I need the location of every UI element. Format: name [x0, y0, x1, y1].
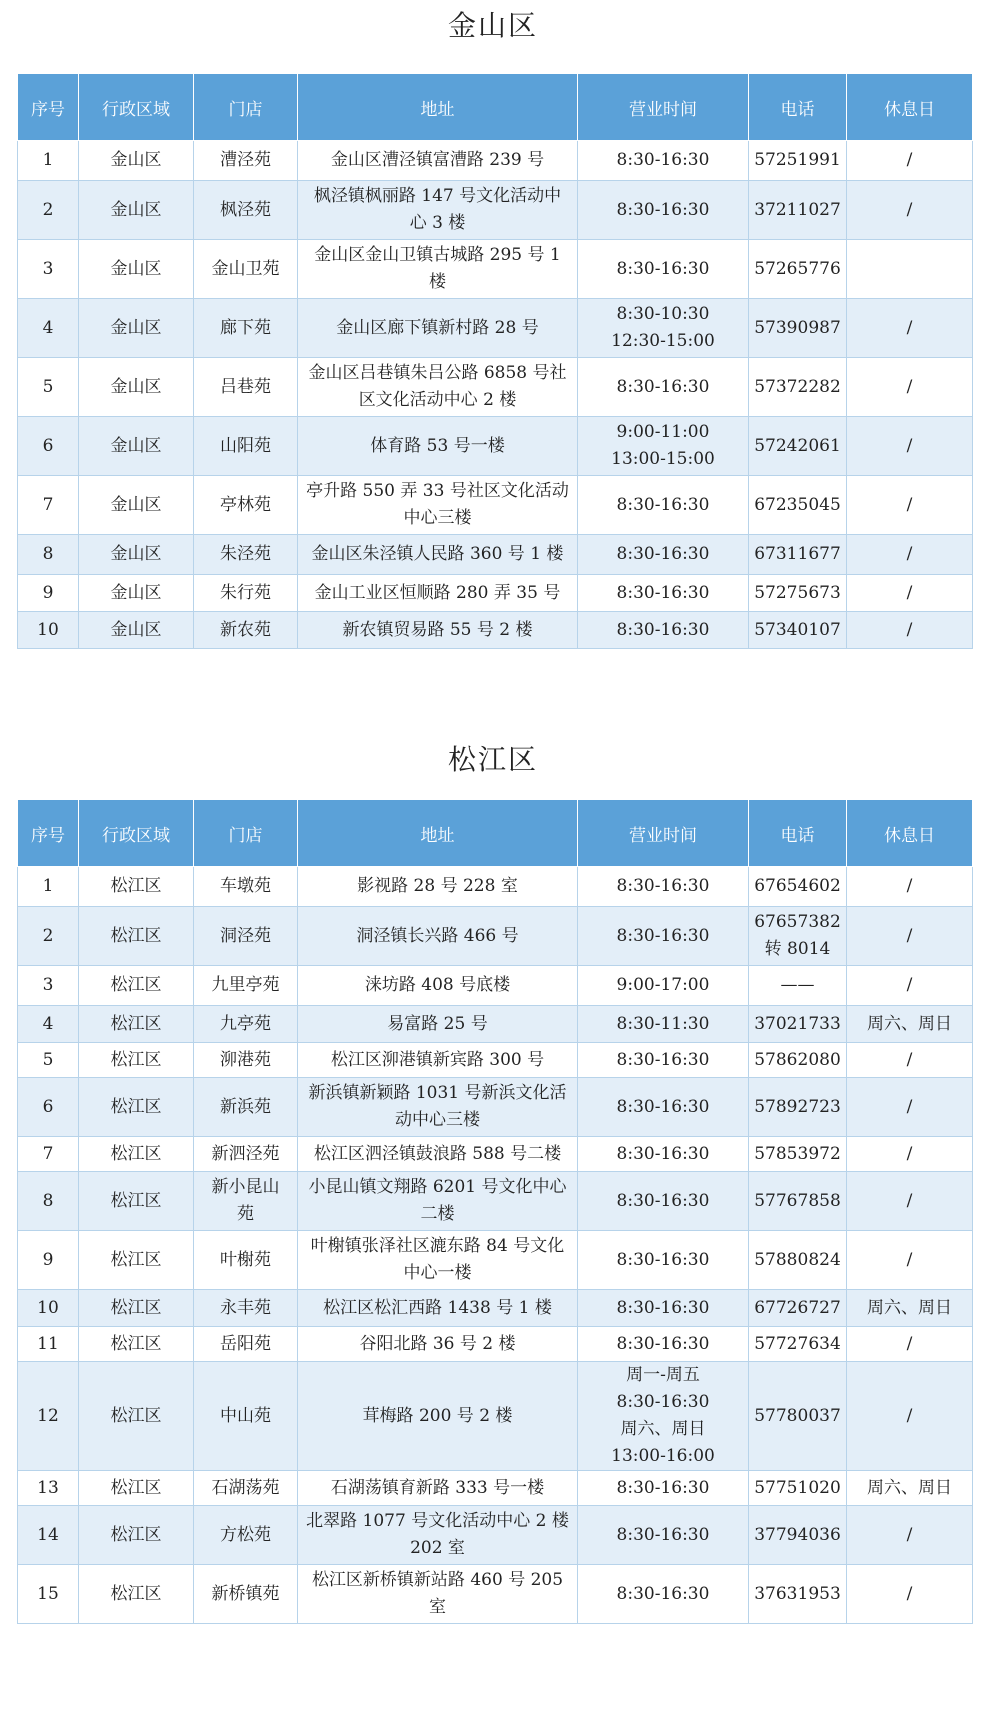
cell-store: 九里亭苑 [194, 966, 298, 1006]
cell-district: 金山区 [79, 612, 194, 649]
cell-hours: 8:30-16:30 [578, 1078, 749, 1137]
column-header-no: 序号 [18, 74, 79, 141]
cell-rest-day: / [847, 1565, 973, 1624]
cell-address: 金山工业区恒顺路 280 弄 35 号 [298, 575, 578, 612]
cell-district: 松江区 [79, 966, 194, 1006]
cell-hours: 8:30-16:30 [578, 1290, 749, 1327]
cell-address: 金山区吕巷镇朱吕公路 6858 号社 区文化活动中心 2 楼 [298, 358, 578, 417]
cell-hours: 8:30-16:30 [578, 476, 749, 535]
cell-hours: 8:30-10:30 12:30-15:00 [578, 299, 749, 358]
cell-district: 金山区 [79, 535, 194, 575]
cell-no: 10 [18, 1290, 79, 1327]
cell-hours: 8:30-16:30 [578, 907, 749, 966]
cell-district: 松江区 [79, 1290, 194, 1327]
table-row [18, 867, 973, 907]
cell-store: 车墩苑 [194, 867, 298, 907]
cell-phone: 57880824 [749, 1231, 847, 1290]
column-header-rest-day: 休息日 [847, 74, 973, 141]
cell-phone: 57767858 [749, 1172, 847, 1231]
cell-no: 14 [18, 1506, 79, 1565]
cell-no: 6 [18, 1078, 79, 1137]
cell-phone: 57390987 [749, 299, 847, 358]
table-row [18, 1327, 973, 1362]
cell-store: 山阳苑 [194, 417, 298, 476]
cell-address: 小昆山镇文翔路 6201 号文化中心 二楼 [298, 1172, 578, 1231]
cell-no: 2 [18, 181, 79, 240]
cell-hours: 8:30-16:30 [578, 141, 749, 181]
cell-address: 易富路 25 号 [298, 1006, 578, 1043]
cell-address: 松江区泗泾镇鼓浪路 588 号二楼 [298, 1137, 578, 1172]
table-row [18, 1506, 973, 1565]
cell-hours: 8:30-16:30 [578, 1172, 749, 1231]
table-row [18, 1290, 973, 1327]
cell-address: 涞坊路 408 号底楼 [298, 966, 578, 1006]
cell-district: 松江区 [79, 1078, 194, 1137]
cell-district: 松江区 [79, 1506, 194, 1565]
cell-no: 3 [18, 240, 79, 299]
cell-phone: 57780037 [749, 1362, 847, 1471]
cell-no: 9 [18, 1231, 79, 1290]
cell-address: 叶榭镇张泽社区漉东路 84 号文化 中心一楼 [298, 1231, 578, 1290]
cell-rest-day: / [847, 358, 973, 417]
cell-store: 漕泾苑 [194, 141, 298, 181]
cell-rest-day: / [847, 141, 973, 181]
cell-district: 金山区 [79, 575, 194, 612]
cell-rest-day: / [847, 1327, 973, 1362]
cell-phone: 67235045 [749, 476, 847, 535]
cell-no: 13 [18, 1471, 79, 1506]
cell-no: 1 [18, 867, 79, 907]
cell-address: 石湖荡镇育新路 333 号一楼 [298, 1471, 578, 1506]
cell-phone: 57265776 [749, 240, 847, 299]
cell-store: 中山苑 [194, 1362, 298, 1471]
cell-hours: 8:30-16:30 [578, 1565, 749, 1624]
cell-store: 石湖荡苑 [194, 1471, 298, 1506]
column-header-no: 序号 [18, 800, 79, 867]
cell-phone: 57372282 [749, 358, 847, 417]
cell-store: 新农苑 [194, 612, 298, 649]
cell-address: 金山区漕泾镇富漕路 239 号 [298, 141, 578, 181]
column-header-phone: 电话 [749, 800, 847, 867]
cell-rest-day: / [847, 1078, 973, 1137]
cell-hours: 周一-周五 8:30-16:30 周六、周日 13:00-16:00 [578, 1362, 749, 1471]
cell-store: 朱行苑 [194, 575, 298, 612]
table-row [18, 1172, 973, 1231]
cell-rest-day: / [847, 417, 973, 476]
cell-hours: 8:30-16:30 [578, 1471, 749, 1506]
cell-address: 北翠路 1077 号文化活动中心 2 楼 202 室 [298, 1506, 578, 1565]
cell-hours: 8:30-16:30 [578, 1231, 749, 1290]
cell-district: 松江区 [79, 1172, 194, 1231]
table-row [18, 907, 973, 966]
cell-store: 岳阳苑 [194, 1327, 298, 1362]
cell-address: 新农镇贸易路 55 号 2 楼 [298, 612, 578, 649]
cell-no: 12 [18, 1362, 79, 1471]
cell-phone: 57242061 [749, 417, 847, 476]
cell-phone: 37631953 [749, 1565, 847, 1624]
cell-store: 泖港苑 [194, 1043, 298, 1078]
cell-store: 新小昆山 苑 [194, 1172, 298, 1231]
table-row [18, 1231, 973, 1290]
cell-address: 亭升路 550 弄 33 号社区文化活动 中心三楼 [298, 476, 578, 535]
column-header-phone: 电话 [749, 74, 847, 141]
table-row [18, 1362, 973, 1471]
column-header-hours: 营业时间 [578, 800, 749, 867]
cell-phone: 57727634 [749, 1327, 847, 1362]
cell-no: 7 [18, 1137, 79, 1172]
cell-district: 金山区 [79, 240, 194, 299]
cell-no: 3 [18, 966, 79, 1006]
cell-district: 松江区 [79, 1362, 194, 1471]
cell-no: 15 [18, 1565, 79, 1624]
cell-hours: 8:30-16:30 [578, 535, 749, 575]
cell-rest-day: 周六、周日 [847, 1471, 973, 1506]
table-row [18, 966, 973, 1006]
cell-rest-day: / [847, 1043, 973, 1078]
table-row [18, 1137, 973, 1172]
cell-district: 金山区 [79, 141, 194, 181]
cell-hours: 8:30-16:30 [578, 575, 749, 612]
cell-hours: 8:30-16:30 [578, 240, 749, 299]
table-row [18, 240, 973, 299]
table-header-row [18, 800, 973, 867]
column-header-address: 地址 [298, 800, 578, 867]
cell-rest-day: / [847, 1137, 973, 1172]
cell-address: 金山区金山卫镇古城路 295 号 1 楼 [298, 240, 578, 299]
cell-rest-day: / [847, 867, 973, 907]
cell-hours: 8:30-16:30 [578, 612, 749, 649]
cell-store: 廊下苑 [194, 299, 298, 358]
cell-rest-day: / [847, 1362, 973, 1471]
cell-store: 洞泾苑 [194, 907, 298, 966]
table-row [18, 612, 973, 649]
cell-store: 九亭苑 [194, 1006, 298, 1043]
cell-rest-day: / [847, 299, 973, 358]
cell-phone: 57251991 [749, 141, 847, 181]
cell-address: 金山区廊下镇新村路 28 号 [298, 299, 578, 358]
cell-no: 4 [18, 1006, 79, 1043]
cell-store: 亭林苑 [194, 476, 298, 535]
cell-rest-day: / [847, 181, 973, 240]
cell-hours: 8:30-16:30 [578, 1137, 749, 1172]
table-row [18, 299, 973, 358]
cell-hours: 8:30-16:30 [578, 358, 749, 417]
cell-address: 松江区新桥镇新站路 460 号 205 室 [298, 1565, 578, 1624]
cell-address: 影视路 28 号 228 室 [298, 867, 578, 907]
cell-district: 金山区 [79, 299, 194, 358]
cell-district: 金山区 [79, 417, 194, 476]
cell-phone: 57275673 [749, 575, 847, 612]
column-header-rest-day: 休息日 [847, 800, 973, 867]
cell-rest-day: / [847, 907, 973, 966]
cell-district: 松江区 [79, 1043, 194, 1078]
table-row [18, 1565, 973, 1624]
cell-address: 体育路 53 号一楼 [298, 417, 578, 476]
cell-phone: 57751020 [749, 1471, 847, 1506]
cell-no: 5 [18, 1043, 79, 1078]
cell-store: 新泗泾苑 [194, 1137, 298, 1172]
section-title-songjiang: 松江区 [447, 743, 538, 776]
cell-address: 洞泾镇长兴路 466 号 [298, 907, 578, 966]
cell-store: 新浜苑 [194, 1078, 298, 1137]
table-row [18, 181, 973, 240]
column-header-store: 门店 [194, 74, 298, 141]
table-row [18, 535, 973, 575]
cell-no: 9 [18, 575, 79, 612]
column-header-store: 门店 [194, 800, 298, 867]
cell-phone: 67654602 [749, 867, 847, 907]
cell-phone: 57862080 [749, 1043, 847, 1078]
cell-rest-day: / [847, 612, 973, 649]
cell-phone: 57892723 [749, 1078, 847, 1137]
cell-no: 6 [18, 417, 79, 476]
cell-hours: 8:30-11:30 [578, 1006, 749, 1043]
table-row [18, 358, 973, 417]
cell-district: 松江区 [79, 1006, 194, 1043]
table-header-row [18, 74, 973, 141]
cell-rest-day: / [847, 1231, 973, 1290]
cell-store: 朱泾苑 [194, 535, 298, 575]
cell-rest-day: / [847, 535, 973, 575]
cell-hours: 8:30-16:30 [578, 1327, 749, 1362]
cell-phone: 67657382 转 8014 [749, 907, 847, 966]
cell-hours: 8:30-16:30 [578, 867, 749, 907]
cell-phone: 57340107 [749, 612, 847, 649]
cell-phone: 37211027 [749, 181, 847, 240]
cell-rest-day: / [847, 966, 973, 1006]
column-header-hours: 营业时间 [578, 74, 749, 141]
cell-no: 7 [18, 476, 79, 535]
cell-no: 5 [18, 358, 79, 417]
cell-hours: 8:30-16:30 [578, 1043, 749, 1078]
cell-rest-day: / [847, 1506, 973, 1565]
cell-phone: 37794036 [749, 1506, 847, 1565]
cell-address: 松江区泖港镇新宾路 300 号 [298, 1043, 578, 1078]
cell-store: 吕巷苑 [194, 358, 298, 417]
cell-store: 新桥镇苑 [194, 1565, 298, 1624]
table-row [18, 1078, 973, 1137]
cell-store: 枫泾苑 [194, 181, 298, 240]
cell-no: 4 [18, 299, 79, 358]
cell-district: 松江区 [79, 1565, 194, 1624]
store-table-songjiang [17, 799, 973, 1624]
table-row [18, 141, 973, 181]
column-header-address: 地址 [298, 74, 578, 141]
cell-no: 11 [18, 1327, 79, 1362]
cell-phone: 67311677 [749, 535, 847, 575]
cell-rest-day: / [847, 1172, 973, 1231]
cell-district: 松江区 [79, 907, 194, 966]
cell-store: 方松苑 [194, 1506, 298, 1565]
cell-phone: 57853972 [749, 1137, 847, 1172]
cell-hours: 9:00-17:00 [578, 966, 749, 1006]
table-row [18, 1043, 973, 1078]
cell-address: 新浜镇新颖路 1031 号新浜文化活 动中心三楼 [298, 1078, 578, 1137]
table-row [18, 476, 973, 535]
cell-rest-day: / [847, 575, 973, 612]
cell-address: 枫泾镇枫丽路 147 号文化活动中 心 3 楼 [298, 181, 578, 240]
cell-hours: 8:30-16:30 [578, 1506, 749, 1565]
cell-hours: 9:00-11:00 13:00-15:00 [578, 417, 749, 476]
cell-no: 10 [18, 612, 79, 649]
column-header-district: 行政区域 [79, 800, 194, 867]
cell-rest-day: 周六、周日 [847, 1290, 973, 1327]
section-title-jinshan: 金山区 [447, 9, 538, 42]
cell-address: 谷阳北路 36 号 2 楼 [298, 1327, 578, 1362]
cell-no: 2 [18, 907, 79, 966]
store-table-jinshan [17, 73, 973, 649]
table-row [18, 417, 973, 476]
column-header-district: 行政区域 [79, 74, 194, 141]
cell-store: 叶榭苑 [194, 1231, 298, 1290]
table-row [18, 575, 973, 612]
table-row [18, 1471, 973, 1506]
cell-rest-day: 周六、周日 [847, 1006, 973, 1043]
cell-store: 金山卫苑 [194, 240, 298, 299]
cell-address: 松江区松汇西路 1438 号 1 楼 [298, 1290, 578, 1327]
cell-district: 金山区 [79, 358, 194, 417]
cell-rest-day: / [847, 476, 973, 535]
cell-store: 永丰苑 [194, 1290, 298, 1327]
cell-district: 松江区 [79, 1471, 194, 1506]
cell-district: 松江区 [79, 1231, 194, 1290]
cell-no: 8 [18, 1172, 79, 1231]
cell-district: 松江区 [79, 1327, 194, 1362]
cell-rest-day [847, 240, 973, 299]
cell-phone: 67726727 [749, 1290, 847, 1327]
cell-district: 松江区 [79, 867, 194, 907]
cell-address: 茸梅路 200 号 2 楼 [298, 1362, 578, 1471]
cell-district: 金山区 [79, 476, 194, 535]
table-row [18, 1006, 973, 1043]
cell-district: 金山区 [79, 181, 194, 240]
cell-phone: —— [749, 966, 847, 1006]
cell-no: 1 [18, 141, 79, 181]
cell-hours: 8:30-16:30 [578, 181, 749, 240]
cell-district: 松江区 [79, 1137, 194, 1172]
cell-phone: 37021733 [749, 1006, 847, 1043]
cell-no: 8 [18, 535, 79, 575]
cell-address: 金山区朱泾镇人民路 360 号 1 楼 [298, 535, 578, 575]
